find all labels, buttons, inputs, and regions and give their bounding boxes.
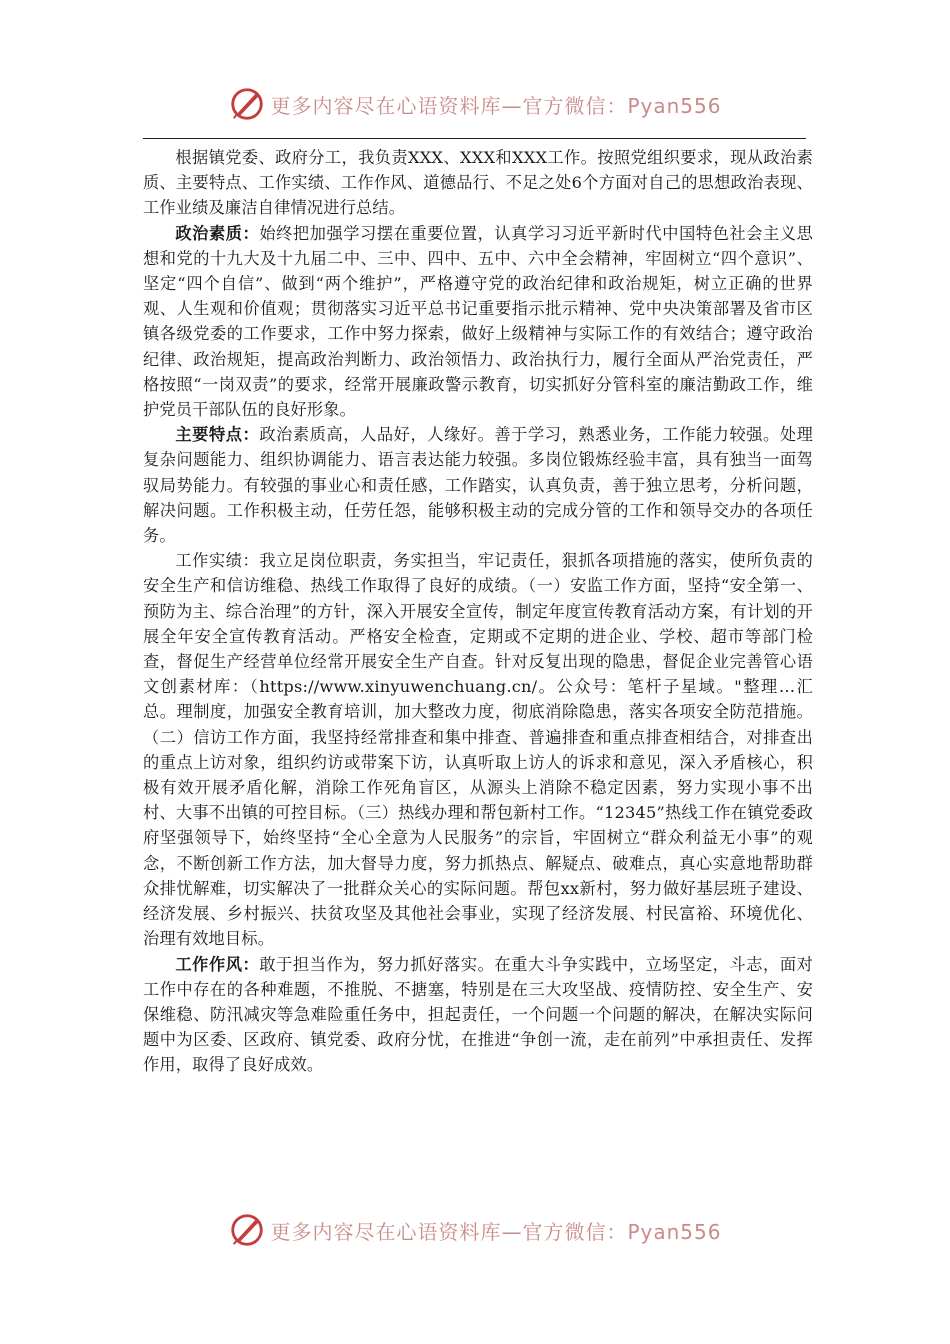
work-style-text: 敢于担当作为，努力抓好落实。在重大斗争实践中，立场坚定，斗志，面对工作中存在的各种难题，不推脱、不搪塞，特别是在三大攻坚战、疫情防控、安全生产、安保维稳、防汛减灾等急难险重任务中，担起责任，一个问题一个问题的解决，在解决实际问题中为区委、区政府、镇党委、政府分忧，在推进“争创一流，走在前列”中承担责任、发挥作用，取得了良好成效。 (143, 954, 813, 1075)
main-features-paragraph (143, 422, 813, 548)
header-divider (143, 138, 806, 139)
quill-logo-icon (228, 1211, 266, 1249)
quill-logo-icon (228, 85, 266, 123)
footer-banner-text: 更多内容尽在心语资料库—官方微信：Pyan556 (270, 1219, 722, 1244)
work-style-heading: 工作作风： (175, 954, 260, 974)
main-features-text: 政治素质高，人品好，人缘好。善于学习，熟悉业务，工作能力较强。处理复杂问题能力、组织协调能力、语言表达能力较强。多岗位锻炼经验丰富，具有独当一面驾驭局势能力。有较强的事业心和责任感，工作踏实，认真负责，善于独立思考，分析问题，解决问题。工作积极主动，任劳任怨，能够积极主动的完成分管的工作和领导交办的各项任务。 (143, 425, 813, 546)
document-body (143, 145, 813, 1078)
header-banner (0, 84, 950, 124)
political-quality-text: 始终把加强学习摆在重要位置，认真学习习近平新时代中国特色社会主义思想和党的十九大及十九届二中、三中、四中、五中、六中全会精神，牢固树立“四个意识”、坚定“四个自信”、做到“两个维护”，严格遵守党的政治纪律和政治规矩，树立正确的世界观、人生观和价值观；贯彻落实习近平总书记重要指示批示精神、党中央决策部署及省市区镇各级党委的工作要求，工作中努力探索，做好上级精神与实际工作的有效结合；遵守政治纪律、政治规矩，提高政治判断力、政治领悟力、政治执行力，履行全面从严治党责任，严格按照“一岗双责”的要求，经常开展廉政警示教育，切实抓好分管科室的廉洁勤政工作，维护党员干部队伍的良好形象。 (143, 223, 813, 420)
main-features-heading: 主要特点： (175, 425, 260, 445)
work-style-paragraph (143, 952, 813, 1078)
header-banner-text: 更多内容尽在心语资料库—官方微信：Pyan556 (270, 93, 722, 118)
footer-banner (0, 1210, 950, 1250)
intro-paragraph: 根据镇党委、政府分工，我负责XXX、XXX和XXX工作。按照党组织要求，现从政治素质、主要特点、工作实绩、工作作风、道德品行、不足之处6个方面对自己的思想政治表现、工作业绩及廉洁自律情况进行总结。 (143, 148, 813, 218)
political-quality-heading: 政治素质： (175, 223, 260, 243)
work-achievements-paragraph: 工作实绩：我立足岗位职责，务实担当，牢记责任，狠抓各项措施的落实，使所负责的安全生产和信访维稳、热线工作取得了良好的成绩。（一）安监工作方面，坚持“安全第一、预防为主、综合治理”的方针，深入开展安全宣传，制定年度宣传教育活动方案，有计划的开展全年安全宣传教育活动。严格安全检查，定期或不定期的进企业、学校、超市等部门检查，督促生产经营单位经常开展安全生产自查。针对反复出现的隐患，督促企业完善管心语文创素材库：（https://www.xinyuwenchuang.cn/。公众号：笔杆子星域。"整理…汇总。理制度，加强安全教育培训，加大整改力度，彻底消除隐患，落实各项安全防范措施。（二）信访工作方面，我坚持经常排查和集中排查、普遍排查和重点排查相结合，对排查出的重点上访对象，组织约访或带案下访，认真听取上访人的诉求和意见，深入矛盾核心，积极有效开展矛盾化解，消除工作死角盲区，从源头上消除不稳定因素，努力实现小事不出村、大事不出镇的可控目标。（三）热线办理和帮包新村工作。“12345”热线工作在镇党委政府坚强领导下，始终坚持“全心全意为人民服务”的宗旨，牢固树立“群众利益无小事”的观念，不断创新工作方法，加大督导力度，努力抓热点、解疑点、破难点，真心实意地帮助群众排忧解难，切实解决了一批群众关心的实际问题。帮包xx新村，努力做好基层班子建设、经济发展、乡村振兴、扶贫攻坚及其他社会事业，实现了经济发展、村民富裕、环境优化、治理有效地目标。 (143, 551, 813, 949)
political-quality-paragraph (143, 221, 813, 423)
